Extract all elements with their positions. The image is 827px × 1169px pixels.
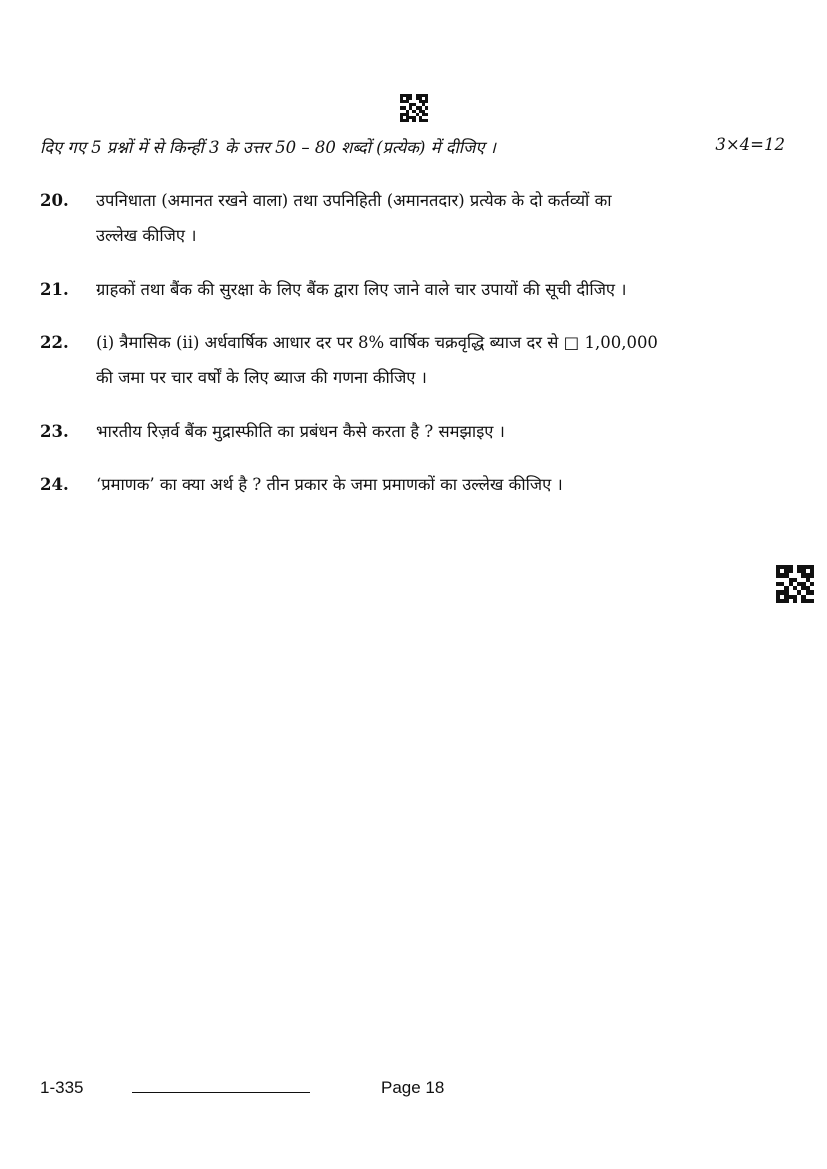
question-line: (i) त्रैमासिक (ii) अर्धवार्षिक आधार दर पर 8% वार्षिक चक्रवृद्धि ब्याज दर से □ 1,00,000 xyxy=(96,333,658,352)
question-number: 20. xyxy=(40,191,69,210)
question-22 xyxy=(40,325,750,395)
question-24 xyxy=(40,467,750,502)
question-text xyxy=(96,467,746,502)
question-23 xyxy=(40,414,750,449)
question-number: 22. xyxy=(40,333,69,352)
qr-code-top xyxy=(400,94,428,122)
question-line: भारतीय रिज़र्व बैंक मुद्रास्फीति का प्रबंधन कैसे करता है ? समझाइए । xyxy=(96,422,505,441)
question-line: की जमा पर चार वर्षों के लिए ब्याज की गणना कीजिए । xyxy=(96,368,427,387)
question-text xyxy=(96,183,746,253)
question-number: 24. xyxy=(40,475,69,494)
question-number: 23. xyxy=(40,422,69,441)
paper-code: 1-335 xyxy=(40,1078,84,1097)
qr-code-side xyxy=(776,565,814,603)
marks-scheme: 3×4=12 xyxy=(715,135,785,154)
question-line: ‘प्रमाणक’ का क्या अर्थ है ? तीन प्रकार के जमा प्रमाणकों का उल्लेख कीजिए । xyxy=(96,475,563,494)
page-footer xyxy=(0,1078,827,1108)
page-number: Page 18 xyxy=(381,1078,445,1097)
question-line: ग्राहकों तथा बैंक की सुरक्षा के लिए बैंक द्वारा लिए जाने वाले चार उपायों की सूची दीजिए । xyxy=(96,280,627,299)
question-text xyxy=(96,272,746,307)
question-text xyxy=(96,325,746,395)
footer-divider xyxy=(132,1092,310,1093)
question-line: उपनिधाता (अमानत रखने वाला) तथा उपनिहिती (अमानतदार) प्रत्येक के दो कर्तव्यों का xyxy=(96,191,612,210)
question-number: 21. xyxy=(40,280,69,299)
section-instructions xyxy=(40,135,785,161)
question-line: उल्लेख कीजिए । xyxy=(96,226,197,245)
instructions-text: दिए गए 5 प्रश्नों में से किन्हीं 3 के उत्तर 50 – 80 शब्दों (प्रत्येक) में दीजिए । xyxy=(40,138,496,157)
question-21 xyxy=(40,272,750,307)
question-20 xyxy=(40,183,750,253)
question-text xyxy=(96,414,746,449)
